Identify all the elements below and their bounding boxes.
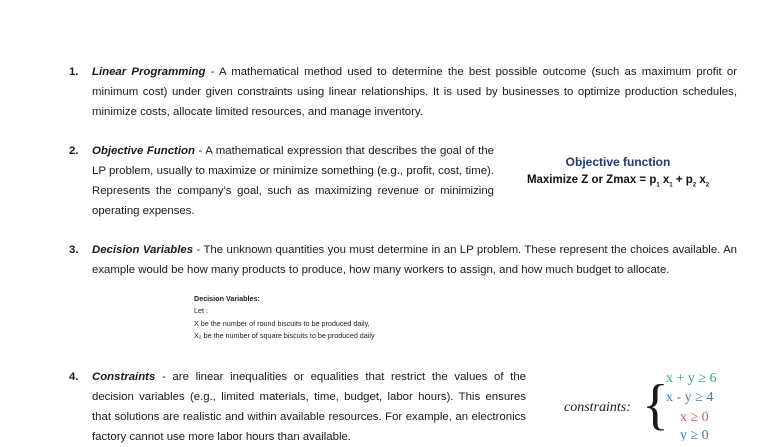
constraints-svg: [560, 368, 760, 441]
item-term: Constraints: [92, 371, 156, 383]
item-number: 1.: [69, 66, 79, 78]
constraints-label: constraints:: [564, 400, 631, 415]
item-text: - A mathematical expression that describes the goal of the LP problem, usually to maximize or minimize something (e.g., profit, cost, time). Represents the company's goal, such as maximizing revenue or minimizing operating expenses.: [92, 145, 494, 217]
item-text: - A mathematical method used to determine the best possible outcome (such as maximum profit or minimum cost) under given constraints using linear relationships. It is used by businesses to optimize production schedules, minimize costs, allocate limited resources, and manage inventory.: [92, 66, 738, 118]
decision-variables-figure: [194, 293, 375, 342]
item-term: Objective Function: [92, 145, 195, 157]
item-term: Decision Variables: [92, 244, 194, 256]
decision-variables-line: X be the number of round biscuits to be produced daily,: [194, 318, 370, 328]
item-term: Linear Programming: [92, 66, 206, 78]
item-paragraph: [92, 240, 737, 280]
definition-item-decision-variables: [69, 240, 737, 280]
decision-variables-let: Let :: [194, 306, 208, 316]
constraint-line: y ≥ 0: [680, 428, 709, 441]
objective-function-figure: [506, 153, 730, 194]
brace-glyph: {: [642, 374, 669, 436]
definition-item-objective-function: [69, 141, 494, 221]
item-paragraph: [92, 141, 494, 221]
item-text: - are linear inequalities or equalities that restrict the values of the decision variables (e.g., limited materials, time, budget, labor hours). This ensures that solutions are realistic and within available resources. For example, an electronics factory cannot use more labor hours than available.: [92, 371, 526, 443]
objective-function-title: Objective function: [565, 155, 671, 169]
item-text: - The unknown quantities you must determine in an LP problem. These represent the choices available. An example would be how many products to produce, how many workers to assign, and how much budget to allocate.: [92, 244, 738, 276]
decision-variables-title: Decision Variables:: [194, 294, 260, 303]
objective-function-formula: Maximize Z or $Zmax = p_1$ $x_1 + p_2$ $x_2$: [526, 174, 710, 189]
constraint-line: x + y ≥ 6: [666, 371, 717, 386]
item-number: 2.: [69, 145, 79, 157]
constraint-line: x ≥ 0: [680, 410, 709, 425]
decision-variables-line: X₂ be the number of square biscuits to be produced daily: [194, 330, 375, 340]
item-paragraph: [92, 62, 737, 122]
constraint-line: x - y ≥ 4: [666, 390, 714, 405]
definition-item-constraints: [69, 367, 526, 447]
item-number: 3.: [69, 244, 79, 256]
item-paragraph: [92, 367, 526, 447]
constraints-figure: [560, 368, 760, 441]
item-number: 4.: [69, 371, 79, 383]
definition-item-linear-programming: [69, 62, 737, 122]
